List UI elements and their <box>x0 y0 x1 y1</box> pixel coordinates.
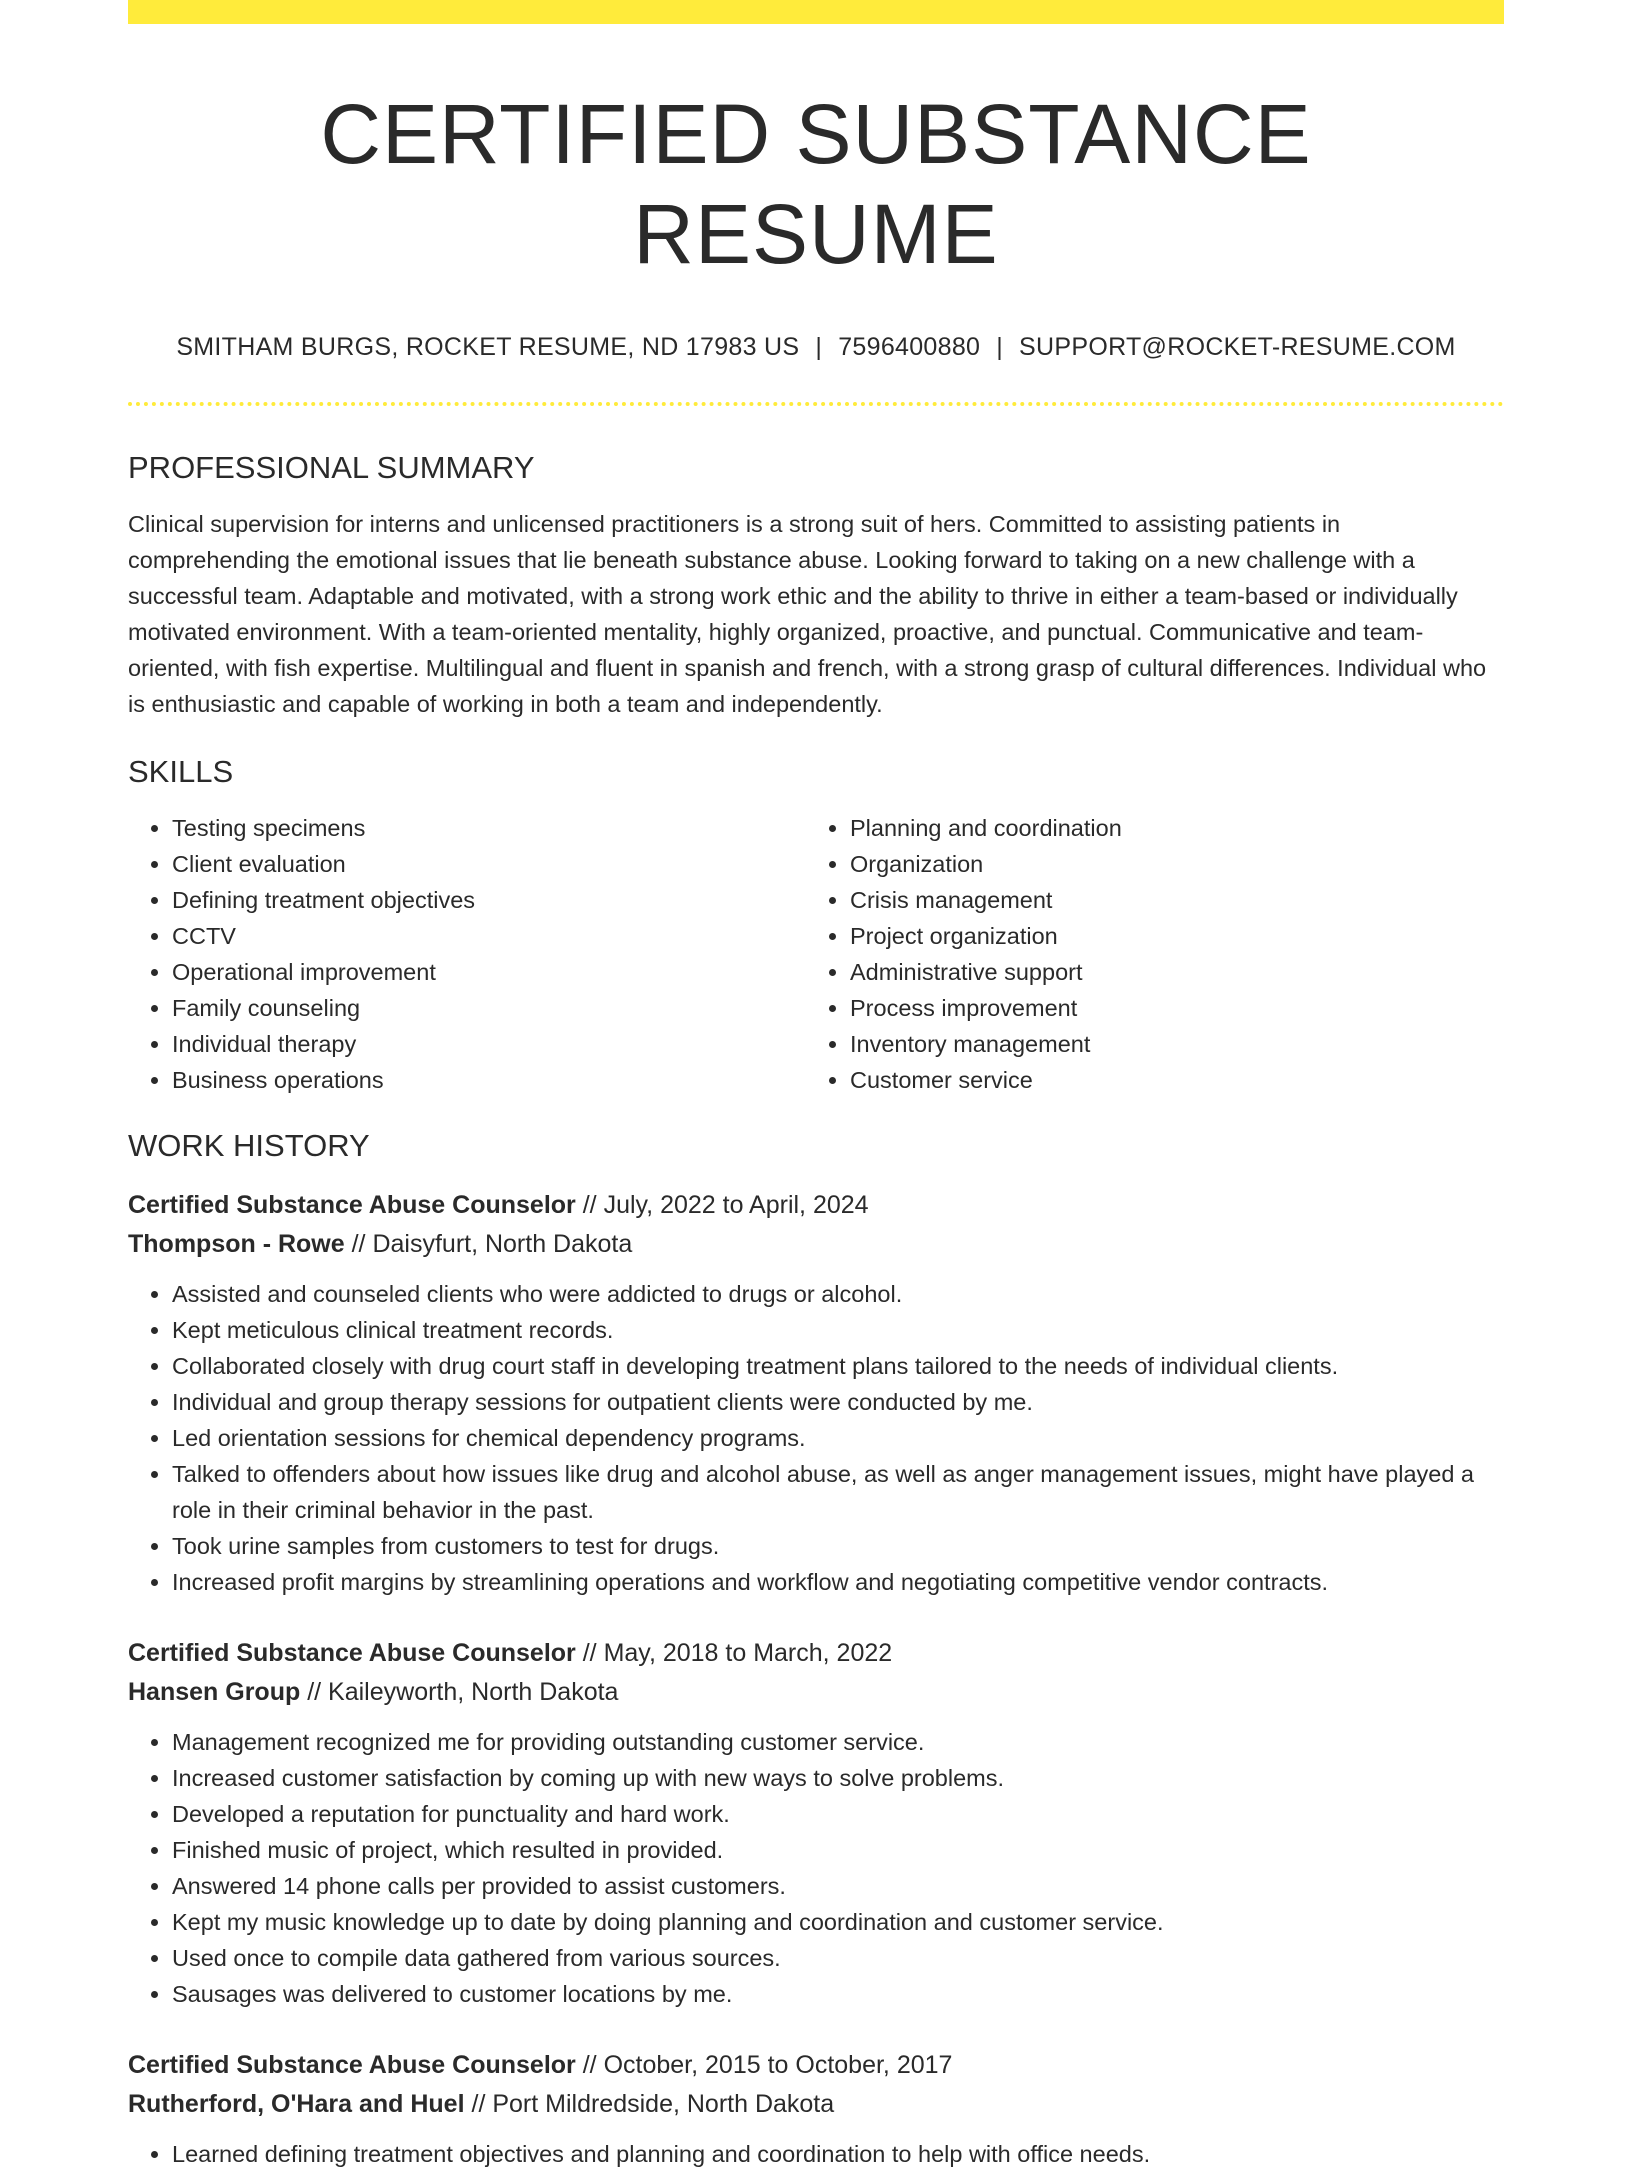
summary-text: Clinical supervision for interns and unlicensed practitioners is a strong suit of hers. Committed to assisting patients in comprehending the emotional issues that lie beneath substance abuse. Looking forward to taking on a new challenge with a successful team. Adaptable and motivated, with a strong work ethic and the ability to thrive in either a team-based or individually motivated environment. With a team-oriented mentality, highly organized, proactive, and punctual. Communicative and team-oriented, with fish expertise. Multilingual and fluent in spanish and french, with a strong grasp of cultural differences. Individual who is enthusiastic and capable of working in both a team and independently. <box>128 511 1487 717</box>
job-dates: May, 2018 to March, 2022 <box>603 1639 893 1667</box>
job-duty: • Sausages was delivered to customer locations by me. <box>172 1976 1504 2012</box>
job-title: Certified Substance Abuse Counselor <box>128 2051 576 2079</box>
job-duty: • Collaborated closely with drug court staff in developing treatment plans tailored to the needs of individual clients. <box>172 1348 1504 1384</box>
job-duty: • Increased customer satisfaction by coming up with new ways to solve problems. <box>172 1760 1504 1796</box>
job-separator: // <box>575 2051 604 2079</box>
contact-separator: | <box>996 333 1004 361</box>
job-duty: • Developed a reputation for punctuality and hard work. <box>172 1796 1504 1832</box>
job-title-line <box>128 1634 1504 1673</box>
job-dates: July, 2022 to April, 2024 <box>603 1191 869 1219</box>
job-duty: • Answered 14 phone calls per provided to assist customers. <box>172 1868 1504 1904</box>
skill-item: • Project organization <box>850 918 1484 954</box>
skills-grid <box>128 810 1504 1098</box>
job-title: Certified Substance Abuse Counselor <box>128 1191 576 1219</box>
resume-page <box>128 0 1504 2172</box>
skill-item: • Customer service <box>850 1062 1484 1098</box>
job-location: Port Mildredside, North Dakota <box>492 2090 835 2118</box>
skill-item: • Family counseling <box>172 990 806 1026</box>
work-history-heading: WORK HISTORY <box>128 1128 370 1163</box>
job-location: Kaileyworth, North Dakota <box>328 1678 619 1706</box>
contact-phone: 7596400880 <box>838 333 981 361</box>
skill-item: • Individual therapy <box>172 1026 806 1062</box>
dotted-divider <box>128 402 1504 406</box>
skill-item: • Business operations <box>172 1062 806 1098</box>
skill-item: • Testing specimens <box>172 810 806 846</box>
contact-line <box>128 330 1504 364</box>
job-duty: • Assisted and counseled clients who were addicted to drugs or alcohol. <box>172 1276 1504 1312</box>
job-location: Daisyfurt, North Dakota <box>372 1230 633 1258</box>
skills-list-right <box>806 810 1484 1098</box>
job-duties-list <box>128 1724 1504 2012</box>
skill-item: • Defining treatment objectives <box>172 882 806 918</box>
job-company: Hansen Group <box>128 1678 301 1706</box>
job-entry <box>128 1186 1504 1600</box>
job-duty: • Individual and group therapy sessions for outpatient clients were conducted by me. <box>172 1384 1504 1420</box>
skill-item: • Administrative support <box>850 954 1484 990</box>
job-company-line <box>128 1673 1504 1712</box>
resume-title: CERTIFIED SUBSTANCE RESUME <box>320 87 1312 281</box>
job-duty: • Kept my music knowledge up to date by doing planning and coordination and customer service. <box>172 1904 1504 1940</box>
job-duties-list <box>128 1276 1504 1600</box>
job-title-line <box>128 2046 1504 2085</box>
summary-heading: PROFESSIONAL SUMMARY <box>128 450 535 485</box>
skill-item: • Crisis management <box>850 882 1484 918</box>
job-entry <box>128 2046 1504 2172</box>
job-duty: • Led orientation sessions for chemical dependency programs. <box>172 1420 1504 1456</box>
job-separator: // <box>464 2090 493 2118</box>
job-entry <box>128 1634 1504 2012</box>
contact-address: SMITHAM BURGS, ROCKET RESUME, ND 17983 US <box>176 333 800 361</box>
job-separator: // <box>300 1678 329 1706</box>
skill-item: • CCTV <box>172 918 806 954</box>
job-duty: • Management recognized me for providing outstanding customer service. <box>172 1724 1504 1760</box>
job-company: Thompson - Rowe <box>128 1230 345 1258</box>
skills-column-left <box>128 810 806 1098</box>
job-title-line <box>128 1186 1504 1225</box>
skills-heading: SKILLS <box>128 754 234 789</box>
job-separator: // <box>575 1191 604 1219</box>
job-duty: • Learned defining treatment objectives and planning and coordination to help with office needs. <box>172 2136 1504 2172</box>
job-duty: • Increased profit margins by streamlining operations and workflow and negotiating competitive vendor contracts. <box>172 1564 1504 1600</box>
accent-bar <box>128 0 1504 24</box>
skill-item: • Inventory management <box>850 1026 1484 1062</box>
skill-item: • Process improvement <box>850 990 1484 1026</box>
job-duties-list <box>128 2136 1504 2172</box>
skill-item: • Operational improvement <box>172 954 806 990</box>
skills-list-left <box>128 810 806 1098</box>
job-duty: • Finished music of project, which resulted in provided. <box>172 1832 1504 1868</box>
contact-separator: | <box>815 333 823 361</box>
job-company: Rutherford, O'Hara and Huel <box>128 2090 465 2118</box>
job-company-line <box>128 1225 1504 1264</box>
skills-column-right <box>806 810 1484 1098</box>
skill-item: • Organization <box>850 846 1484 882</box>
job-separator: // <box>575 1639 604 1667</box>
job-title: Certified Substance Abuse Counselor <box>128 1639 576 1667</box>
job-dates: October, 2015 to October, 2017 <box>603 2051 953 2079</box>
job-company-line <box>128 2085 1504 2124</box>
skill-item: • Client evaluation <box>172 846 806 882</box>
job-duty: • Talked to offenders about how issues like drug and alcohol abuse, as well as anger management issues, might have played a role in their criminal behavior in the past. <box>172 1456 1504 1528</box>
skill-item: • Planning and coordination <box>850 810 1484 846</box>
job-duty: • Kept meticulous clinical treatment records. <box>172 1312 1504 1348</box>
job-duty: • Used once to compile data gathered from various sources. <box>172 1940 1504 1976</box>
contact-email: SUPPORT@ROCKET-RESUME.COM <box>1019 333 1456 361</box>
job-separator: // <box>344 1230 373 1258</box>
job-duty: • Took urine samples from customers to test for drugs. <box>172 1528 1504 1564</box>
